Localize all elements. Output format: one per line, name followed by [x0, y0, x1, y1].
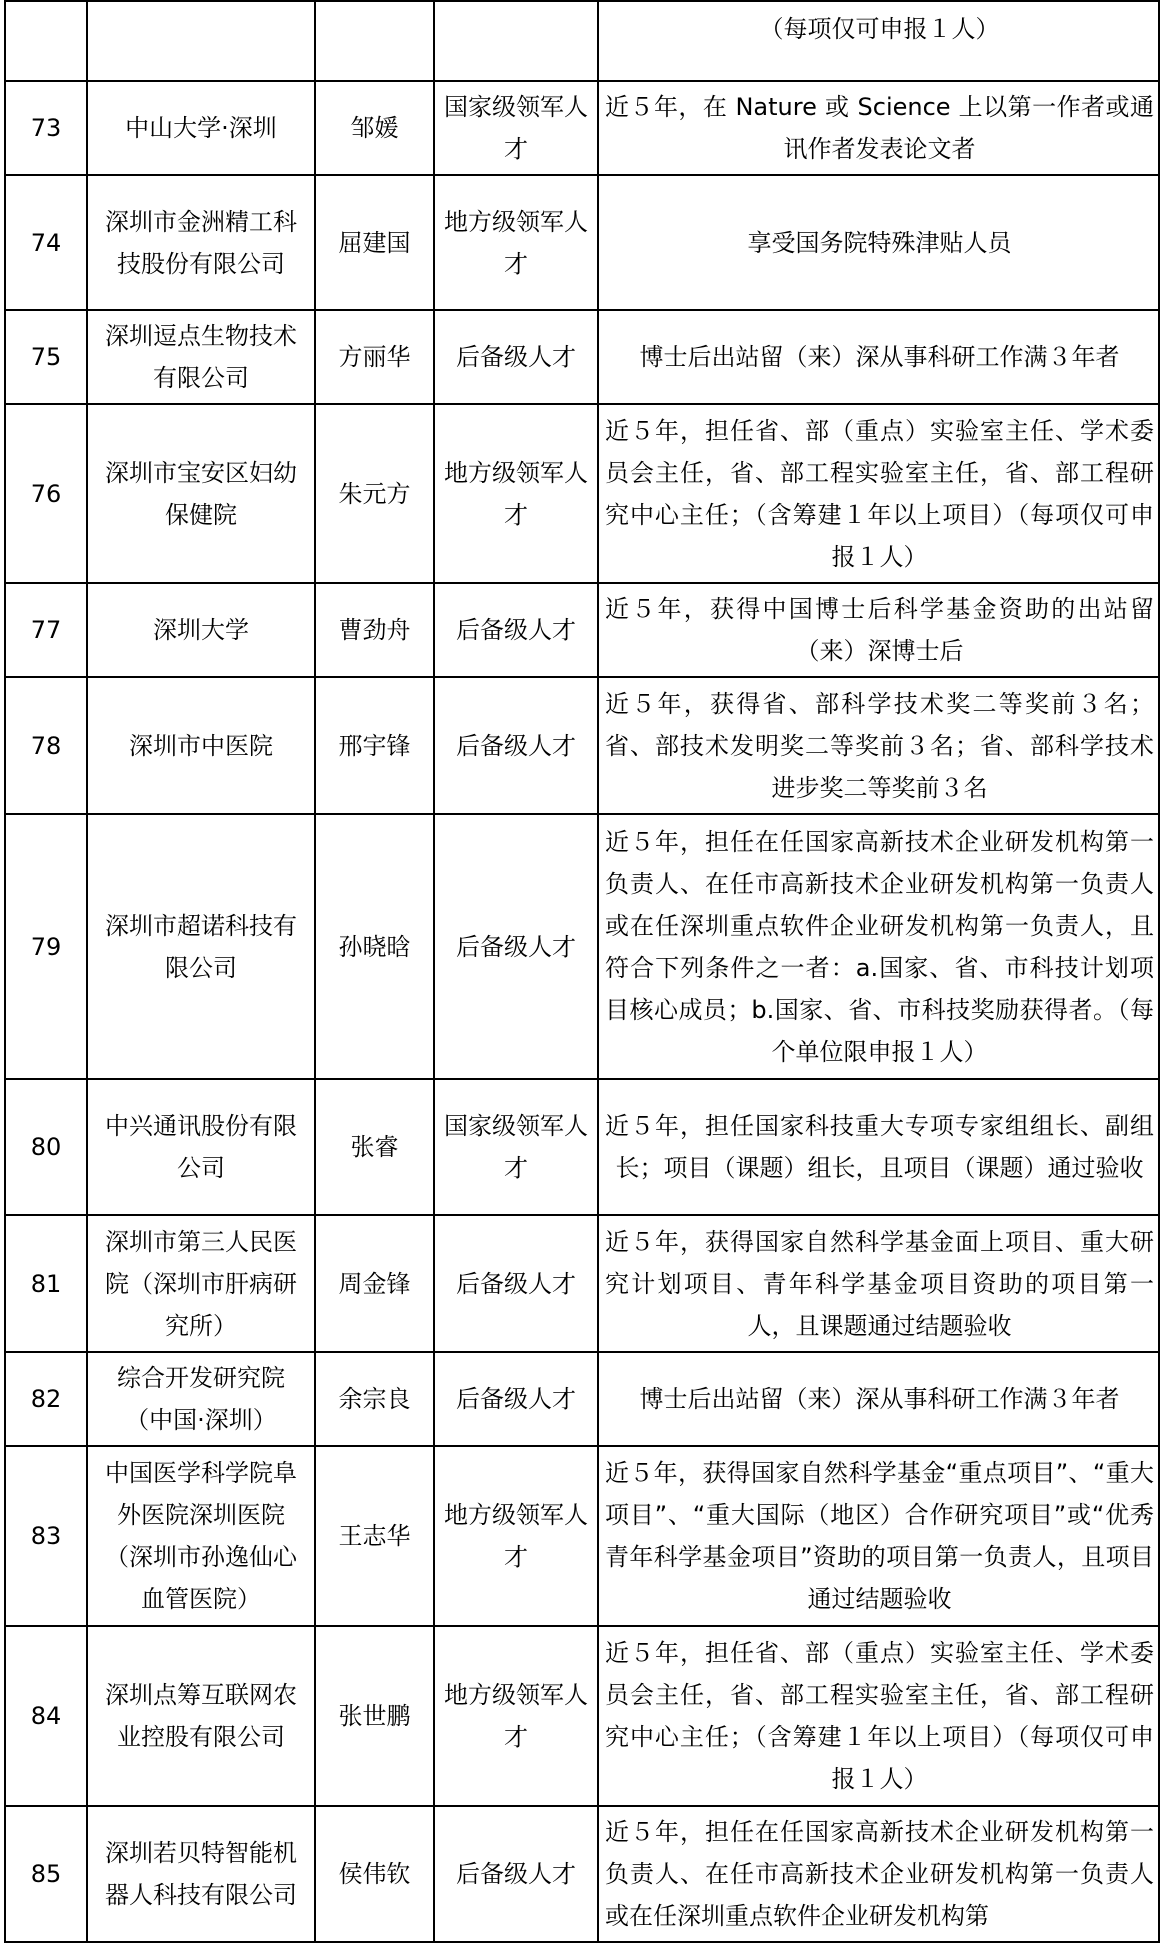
- criteria: 近５年，担任在任国家高新技术企业研发机构第一负责人、在任市高新技术企业研发机构第一负责人或在任深圳重点软件企业研发机构第一负责人，且符合下列条件之一者：a.国家、省、市科技计划项目核心成员；b.国家、省、市科技奖励获得者。（每个单位限申报１人）: [598, 814, 1159, 1079]
- talent-level: 地方级领军人才: [434, 175, 598, 310]
- table-row: [5, 1446, 1159, 1626]
- row-number: 85: [5, 1806, 87, 1942]
- organization: 中兴通讯股份有限公司: [87, 1079, 315, 1215]
- person-name: 邹媛: [315, 81, 434, 175]
- criteria: 近５年，担任在任国家高新技术企业研发机构第一负责人、在任市高新技术企业研发机构第一负责人或在任深圳重点软件企业研发机构第: [598, 1806, 1159, 1942]
- table-row: [5, 677, 1159, 814]
- talent-level: 后备级人才: [434, 1215, 598, 1352]
- criteria: 博士后出站留（来）深从事科研工作满３年者: [598, 310, 1159, 404]
- talent-level: 后备级人才: [434, 677, 598, 814]
- talent-level: 国家级领军人才: [434, 1079, 598, 1215]
- talent-level: 后备级人才: [434, 1806, 598, 1942]
- row-number: 83: [5, 1446, 87, 1626]
- talent-level: 地方级领军人才: [434, 1626, 598, 1806]
- table-row: [5, 1626, 1159, 1806]
- criteria: 享受国务院特殊津贴人员: [598, 175, 1159, 310]
- organization: 深圳大学: [87, 583, 315, 677]
- row-number: 81: [5, 1215, 87, 1352]
- criteria: 近５年，获得国家自然科学基金“重点项目”、“重大项目”、“重大国际（地区）合作研究项目”或“优秀青年科学基金项目”资助的项目第一负责人，且项目通过结题验收: [598, 1446, 1159, 1626]
- criteria: 近５年，担任省、部（重点）实验室主任、学术委员会主任，省、部工程实验室主任，省、部工程研究中心主任；（含筹建１年以上项目）（每项仅可申报１人）: [598, 1626, 1159, 1806]
- person-name: 张睿: [315, 1079, 434, 1215]
- person-name: 邢宇锋: [315, 677, 434, 814]
- talent-list-table: [4, 0, 1160, 1943]
- person-name: 屈建国: [315, 175, 434, 310]
- talent-level: 国家级领军人才: [434, 81, 598, 175]
- talent-level: 地方级领军人才: [434, 404, 598, 583]
- person-name: [315, 1, 434, 81]
- person-name: 孙晓晗: [315, 814, 434, 1079]
- table-row: [5, 310, 1159, 404]
- criteria: （每项仅可申报１人）: [598, 1, 1159, 81]
- row-number: 79: [5, 814, 87, 1079]
- organization: 综合开发研究院（中国·深圳）: [87, 1352, 315, 1446]
- table-row: [5, 81, 1159, 175]
- row-number: 78: [5, 677, 87, 814]
- table-row: [5, 404, 1159, 583]
- table-row: [5, 583, 1159, 677]
- person-name: 张世鹏: [315, 1626, 434, 1806]
- talent-level: 地方级领军人才: [434, 1446, 598, 1626]
- criteria: 近５年，担任国家科技重大专项专家组组长、副组长；项目（课题）组长，且项目（课题）通过验收: [598, 1079, 1159, 1215]
- person-name: 周金锋: [315, 1215, 434, 1352]
- criteria: 近５年，获得中国博士后科学基金资助的出站留（来）深博士后: [598, 583, 1159, 677]
- table-row: [5, 1352, 1159, 1446]
- criteria: 博士后出站留（来）深从事科研工作满３年者: [598, 1352, 1159, 1446]
- organization: 深圳市宝安区妇幼保健院: [87, 404, 315, 583]
- criteria: 近５年，获得省、部科学技术奖二等奖前３名；省、部技术发明奖二等奖前３名；省、部科学技术进步奖二等奖前３名: [598, 677, 1159, 814]
- table-row: [5, 175, 1159, 310]
- talent-level: 后备级人才: [434, 1352, 598, 1446]
- table-row: [5, 1079, 1159, 1215]
- person-name: 曹劲舟: [315, 583, 434, 677]
- table-row: [5, 814, 1159, 1079]
- criteria: 近５年，获得国家自然科学基金面上项目、重大研究计划项目、青年科学基金项目资助的项目第一人，且课题通过结题验收: [598, 1215, 1159, 1352]
- table-row: [5, 1, 1159, 81]
- organization: 深圳市第三人民医院（深圳市肝病研究所）: [87, 1215, 315, 1352]
- row-number: 84: [5, 1626, 87, 1806]
- organization: 深圳逗点生物技术有限公司: [87, 310, 315, 404]
- row-number: 73: [5, 81, 87, 175]
- talent-level: 后备级人才: [434, 310, 598, 404]
- talent-level: [434, 1, 598, 81]
- organization: 中国医学科学院阜外医院深圳医院（深圳市孙逸仙心血管医院）: [87, 1446, 315, 1626]
- criteria: 近５年，在 Nature 或 Science 上以第一作者或通讯作者发表论文者: [598, 81, 1159, 175]
- row-number: 77: [5, 583, 87, 677]
- organization: 深圳点筹互联网农业控股有限公司: [87, 1626, 315, 1806]
- talent-level: 后备级人才: [434, 583, 598, 677]
- organization: 深圳若贝特智能机器人科技有限公司: [87, 1806, 315, 1942]
- organization: 中山大学·深圳: [87, 81, 315, 175]
- table-row: [5, 1215, 1159, 1352]
- person-name: 侯伟钦: [315, 1806, 434, 1942]
- organization: 深圳市超诺科技有限公司: [87, 814, 315, 1079]
- talent-level: 后备级人才: [434, 814, 598, 1079]
- criteria: 近５年，担任省、部（重点）实验室主任、学术委员会主任，省、部工程实验室主任，省、部工程研究中心主任；（含筹建１年以上项目）（每项仅可申报１人）: [598, 404, 1159, 583]
- table-row: [5, 1806, 1159, 1942]
- row-number: 76: [5, 404, 87, 583]
- row-number: 82: [5, 1352, 87, 1446]
- organization: 深圳市中医院: [87, 677, 315, 814]
- row-number: 75: [5, 310, 87, 404]
- person-name: 王志华: [315, 1446, 434, 1626]
- person-name: 方丽华: [315, 310, 434, 404]
- table-body: [5, 1, 1159, 1942]
- row-number: 80: [5, 1079, 87, 1215]
- row-number: 74: [5, 175, 87, 310]
- row-number: [5, 1, 87, 81]
- organization: 深圳市金洲精工科技股份有限公司: [87, 175, 315, 310]
- person-name: 朱元方: [315, 404, 434, 583]
- person-name: 余宗良: [315, 1352, 434, 1446]
- organization: [87, 1, 315, 81]
